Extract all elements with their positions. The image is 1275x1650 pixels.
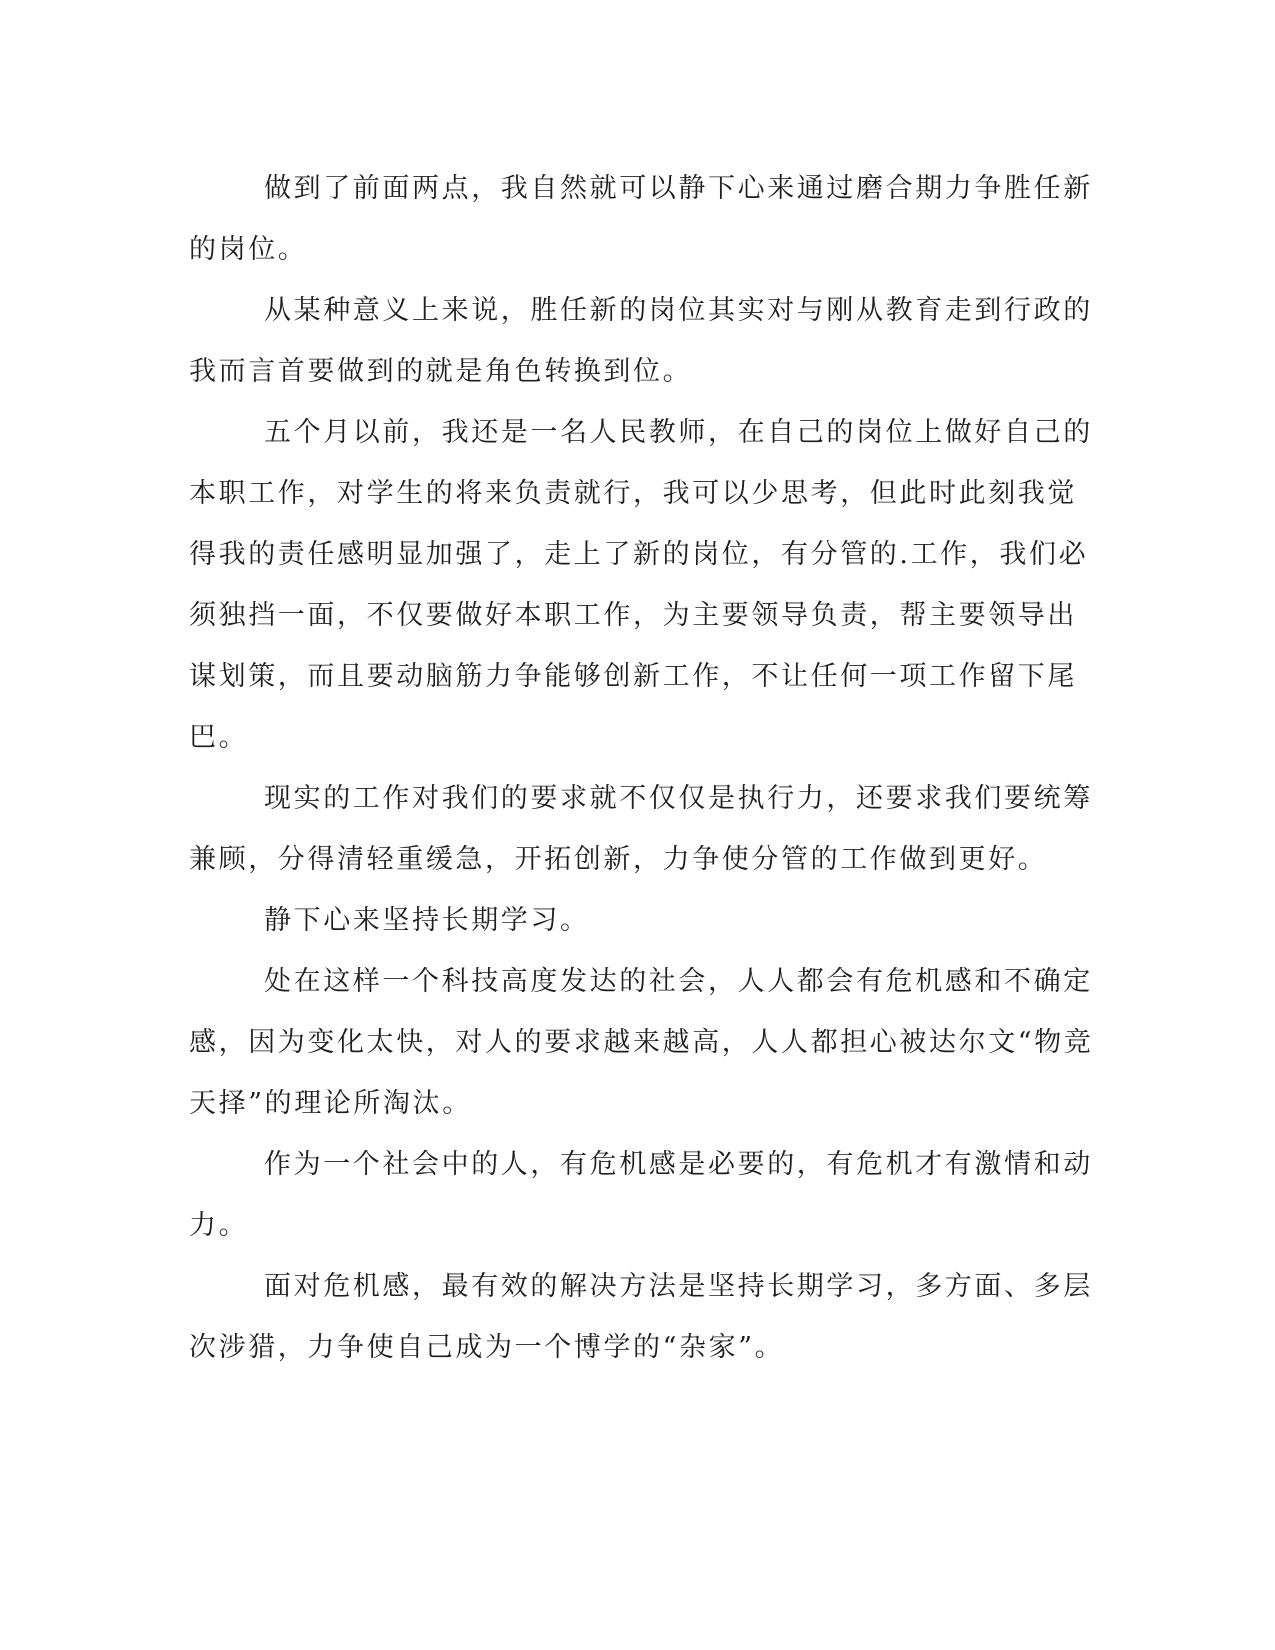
text-line: 静下心来坚持长期学习。 xyxy=(264,905,590,936)
text-line: 五个月以前，我还是一名人民教师，在自己的岗位上做好自己的 xyxy=(264,417,1093,448)
text-line: 面对危机感，最有效的解决方法是坚持长期学习，多方面、多层 xyxy=(264,1271,1093,1302)
text-line: 本职工作，对学生的将来负责就行，我可以少思考，但此时此刻我觉 xyxy=(189,478,1077,509)
document-body xyxy=(189,158,1094,1378)
text-line: 次涉猎，力争使自己成为一个博学的“杂家”。 xyxy=(189,1332,785,1363)
text-line: 从某种意义上来说，胜任新的岗位其实对与刚从教育走到行政的 xyxy=(264,295,1093,326)
text-line: 须独挡一面，不仅要做好本职工作，为主要领导负责，帮主要领导出 xyxy=(189,600,1077,631)
text-line: 力。 xyxy=(189,1210,249,1241)
text-line: 处在这样一个科技高度发达的社会，人人都会有危机感和不确定 xyxy=(264,966,1093,997)
text-line: 我而言首要做到的就是角色转换到位。 xyxy=(189,356,693,387)
text-line: 天择”的理论所淘汰。 xyxy=(189,1088,472,1119)
text-line: 兼顾，分得清轻重缓急，开拓创新，力争使分管的工作做到更好。 xyxy=(189,844,1048,875)
text-line: 感，因为变化太快，对人的要求越来越高，人人都担心被达尔文“物竞 xyxy=(189,1027,1094,1058)
text-line: 的岗位。 xyxy=(189,234,308,265)
text-line: 巴。 xyxy=(189,722,249,753)
text-line: 现实的工作对我们的要求就不仅仅是执行力，还要求我们要统筹 xyxy=(264,783,1093,814)
text-line: 作为一个社会中的人，有危机感是必要的，有危机才有激情和动 xyxy=(264,1149,1093,1180)
text-line: 做到了前面两点，我自然就可以静下心来通过磨合期力争胜任新 xyxy=(264,173,1093,204)
text-line: 得我的责任感明显加强了，走上了新的岗位，有分管的.工作，我们必 xyxy=(189,539,1089,570)
text-line: 谋划策，而且要动脑筋力争能够创新工作，不让任何一项工作留下尾 xyxy=(189,661,1077,692)
